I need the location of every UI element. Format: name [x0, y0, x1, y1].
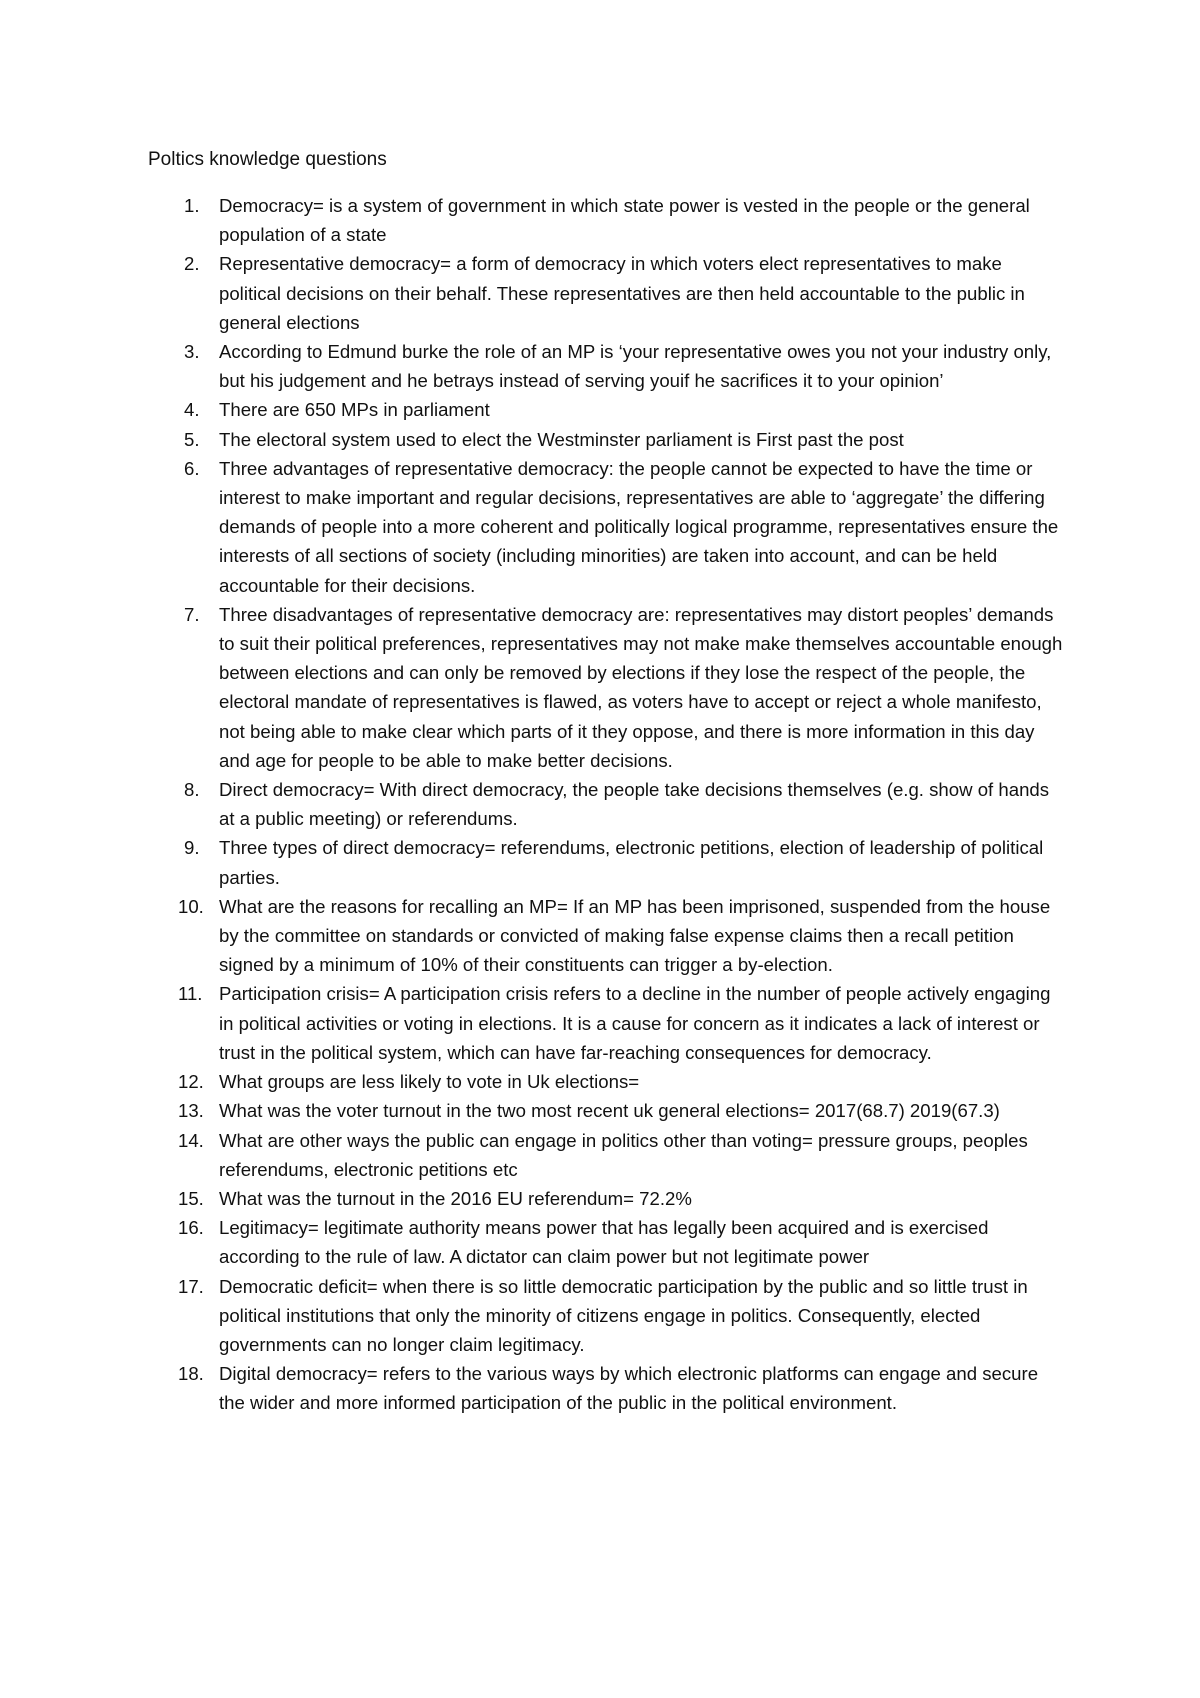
list-item [148, 1213, 1068, 1271]
item-text: What are other ways the public can engage in politics other than voting= pressure groups, peoples referendums, electronic petitions etc [219, 1129, 1028, 1180]
item-number: 10. [178, 895, 204, 917]
item-number: 4. [184, 399, 200, 421]
item-number: 11. [178, 983, 203, 1005]
item-number: 16. [178, 1217, 204, 1239]
item-text: Three types of direct democracy= referendums, electronic petitions, election of leadership of political parties. [219, 837, 1044, 888]
item-text: What was the turnout in the 2016 EU referendum= 72.2% [219, 1187, 692, 1209]
list-item [148, 454, 1068, 600]
list-item [148, 1126, 1068, 1184]
item-number: 12. [178, 1071, 204, 1093]
list-item [148, 775, 1068, 833]
list-item [148, 979, 1068, 1067]
item-text: Direct democracy= With direct democracy, the people take decisions themselves (e.g. show of hands at a public meeting) or referendums. [219, 779, 1050, 830]
item-number: 5. [184, 428, 200, 450]
item-text: Three disadvantages of representative democracy are: representatives may distort peoples’ demands to suit their political preferences, representatives may not make make themselves accountable enough between elections and can only be removed by elections if they lose the respect of the people, the electoral mandate of representatives is flawed, as voters have to accept or reject a whole manifesto, not being able to make clear which parts of it they oppose, and there is more information in this day and age for people to be able to make better decisions. [219, 603, 1063, 771]
item-number: 3. [184, 341, 200, 363]
item-text: Representative democracy= a form of democracy in which voters elect representatives to make political decisions on their behalf. These representatives are then held accountable to the public in general elections [219, 253, 1025, 333]
item-number: 2. [184, 253, 200, 275]
list-item [148, 1359, 1068, 1417]
list-item [148, 1184, 1068, 1213]
list-item [148, 337, 1068, 395]
item-text: Digital democracy= refers to the various ways by which electronic platforms can engage and secure the wider and more informed participation of the public in the political environment. [219, 1363, 1039, 1414]
item-text: Three advantages of representative democracy: the people cannot be expected to have the time or interest to make important and regular decisions, representatives are able to ‘aggregate’ the differing demands of people into a more coherent and politically logical programme, representatives ensure the interests of all sections of society (including minorities) are taken into account, and can be held accountable for their decisions. [219, 457, 1059, 596]
item-text: The electoral system used to elect the Westminster parliament is First past the post [219, 428, 904, 450]
item-text: There are 650 MPs in parliament [219, 399, 490, 421]
item-text: Legitimacy= legitimate authority means power that has legally been acquired and is exercised according to the rule of law. A dictator can claim power but not legitimate power [219, 1217, 989, 1268]
list-item [148, 395, 1068, 424]
item-number: 14. [178, 1129, 204, 1151]
item-text: What was the voter turnout in the two most recent uk general elections= 2017(68.7) 2019(67.3) [219, 1100, 1000, 1122]
list-item [148, 892, 1068, 980]
list-item [148, 249, 1068, 337]
item-text: Democracy= is a system of government in which state power is vested in the people or the general population of a state [219, 195, 1030, 246]
item-number: 7. [184, 603, 200, 625]
item-number: 17. [178, 1275, 204, 1297]
list-item [148, 600, 1068, 775]
item-text: Democratic deficit= when there is so little democratic participation by the public and so little trust in political institutions that only the minority of citizens engage in politics. Consequently, elected governments can no longer claim legitimacy. [219, 1275, 1028, 1355]
item-text: What groups are less likely to vote in Uk elections= [219, 1071, 640, 1093]
item-number: 13. [178, 1100, 204, 1122]
item-number: 15. [178, 1187, 204, 1209]
list-item [148, 191, 1068, 249]
item-number: 9. [184, 837, 200, 859]
item-text: Participation crisis= A participation crisis refers to a decline in the number of people actively engaging in political activities or voting in elections. It is a cause for concern as it indicates a lack of interest or trust in the political system, which can have far-reaching consequences for democracy. [219, 983, 1051, 1063]
list-item [148, 833, 1068, 891]
item-text: What are the reasons for recalling an MP= If an MP has been imprisoned, suspended from the house by the committee on standards or convicted of making false expense claims then a recall petition signed by a minimum of 10% of their constituents can trigger a by-election. [219, 895, 1051, 976]
list-item [148, 1272, 1068, 1360]
questions-list [148, 191, 1068, 1418]
item-number: 1. [184, 195, 200, 216]
item-text: According to Edmund burke the role of an MP is ‘your representative owes you not your industry only, but his judgement and he betrays instead of serving youif he sacrifices it to your opinion’ [219, 341, 1052, 392]
list-item [148, 1067, 1068, 1096]
item-number: 18. [178, 1363, 204, 1385]
item-number: 8. [184, 779, 200, 801]
document-title: Poltics knowledge questions [148, 149, 387, 170]
list-item [148, 1096, 1068, 1125]
item-number: 6. [184, 457, 200, 479]
list-item [148, 425, 1068, 454]
